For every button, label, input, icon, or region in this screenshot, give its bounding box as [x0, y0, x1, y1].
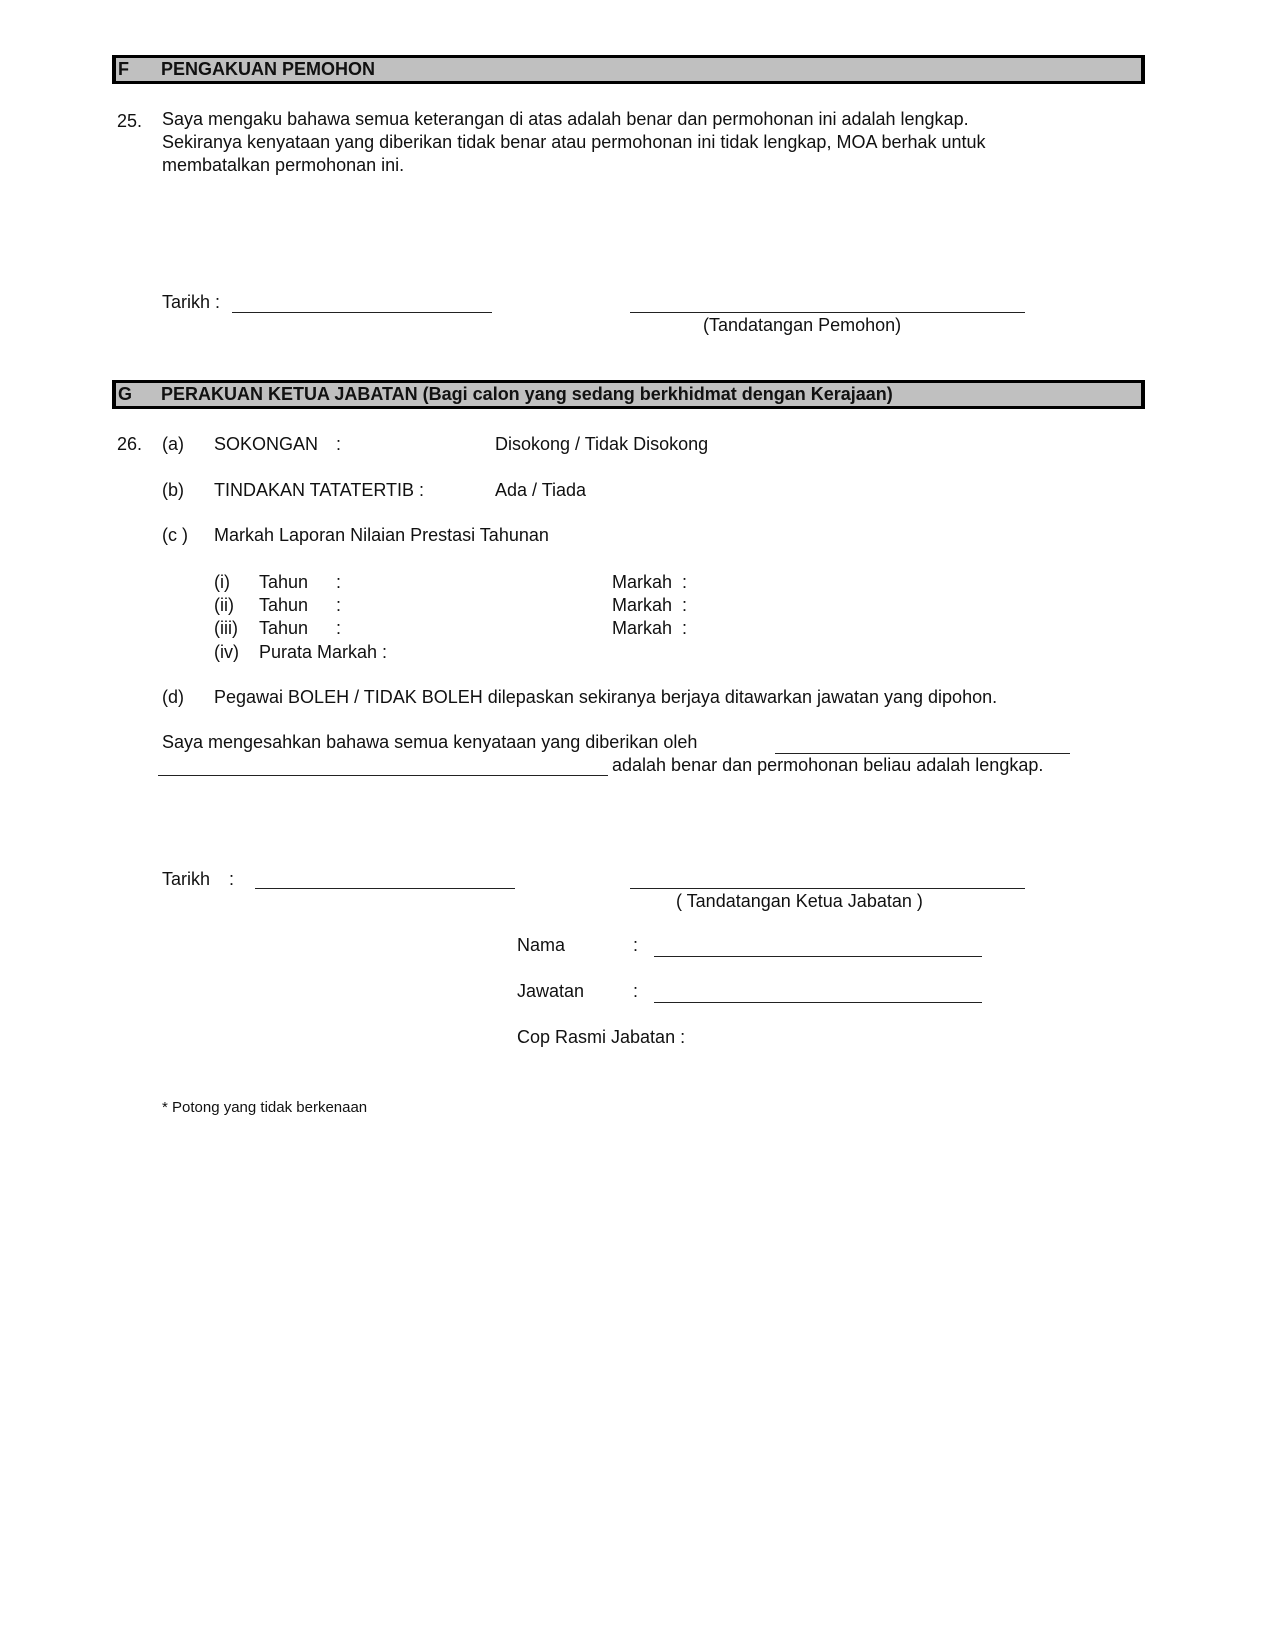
item-25-number: 25.: [117, 111, 143, 131]
position-label: Jawatan: [517, 981, 585, 1001]
release-statement: Pegawai BOLEH / TIDAK BOLEH dilepaskan sekiranya berjaya ditawarkan jawatan yang dipohon.: [214, 687, 998, 707]
applicant-name-field-2[interactable]: [158, 775, 608, 776]
certification-line-1: Saya mengesahkan bahawa semua kenyataan yang diberikan oleh: [162, 732, 698, 752]
average-marker: (iv): [214, 642, 239, 662]
name-colon: :: [633, 935, 639, 955]
position-field[interactable]: [654, 1002, 982, 1003]
section-g-letter: G: [118, 384, 133, 404]
head-signature-caption: ( Tandatangan Ketua Jabatan ): [676, 891, 923, 911]
year-label: Tahun: [259, 618, 309, 638]
year-colon: :: [336, 595, 342, 615]
name-label: Nama: [517, 935, 566, 955]
item-d-marker: (d): [162, 687, 184, 707]
average-label: Purata Markah :: [259, 642, 388, 662]
head-signature-field[interactable]: [630, 888, 1025, 889]
section-f-title: PENGAKUAN PEMOHON: [161, 59, 376, 79]
head-date-colon: :: [229, 869, 235, 889]
certification-line-2: adalah benar dan permohonan beliau adalah lengkap.: [612, 755, 1044, 775]
support-options: Disokong / Tidak Disokong: [495, 434, 709, 454]
item-26-number: 26.: [117, 434, 143, 454]
year-colon: :: [336, 618, 342, 638]
head-date-label: Tarikh: [162, 869, 211, 889]
disciplinary-options: Ada / Tiada: [495, 480, 587, 500]
support-colon: :: [336, 434, 342, 454]
name-field[interactable]: [654, 956, 982, 957]
item-a-marker: (a): [162, 434, 184, 454]
applicant-date-label: Tarikh :: [162, 292, 221, 312]
year-label: Tahun: [259, 572, 309, 592]
position-colon: :: [633, 981, 639, 1001]
section-g-title: PERAKUAN KETUA JABATAN (Bagi calon yang sedang berkhidmat dengan Kerajaan): [161, 384, 893, 404]
applicant-date-field[interactable]: [232, 312, 492, 313]
declaration-line-1: Saya mengaku bahawa semua keterangan di atas adalah benar dan permohonan ini adalah lengkap.: [162, 109, 969, 129]
section-f-header: [112, 55, 1145, 84]
mark-label: Markah :: [612, 618, 688, 638]
row-marker: (ii): [214, 595, 234, 615]
stamp-label: Cop Rasmi Jabatan :: [517, 1027, 686, 1047]
section-g-header: [112, 380, 1145, 409]
item-c-marker: (c ): [162, 525, 188, 545]
item-b-marker: (b): [162, 480, 184, 500]
row-marker: (iii): [214, 618, 238, 638]
year-colon: :: [336, 572, 342, 592]
row-marker: (i): [214, 572, 230, 592]
mark-label: Markah :: [612, 595, 688, 615]
head-date-field[interactable]: [255, 888, 515, 889]
disciplinary-label: TINDAKAN TATATERTIB :: [214, 480, 425, 500]
footnote: * Potong yang tidak berkenaan: [162, 1099, 368, 1116]
mark-label: Markah :: [612, 572, 688, 592]
declaration-line-3: membatalkan permohonan ini.: [162, 155, 405, 175]
performance-label: Markah Laporan Nilaian Prestasi Tahunan: [214, 525, 549, 545]
support-label: SOKONGAN: [214, 434, 319, 454]
section-f-letter: F: [118, 59, 129, 79]
applicant-signature-field[interactable]: [630, 312, 1025, 313]
applicant-signature-caption: (Tandatangan Pemohon): [703, 315, 902, 335]
year-label: Tahun: [259, 595, 309, 615]
declaration-line-2: Sekiranya kenyataan yang diberikan tidak benar atau permohonan ini tidak lengkap, MOA berhak untuk: [162, 132, 986, 152]
